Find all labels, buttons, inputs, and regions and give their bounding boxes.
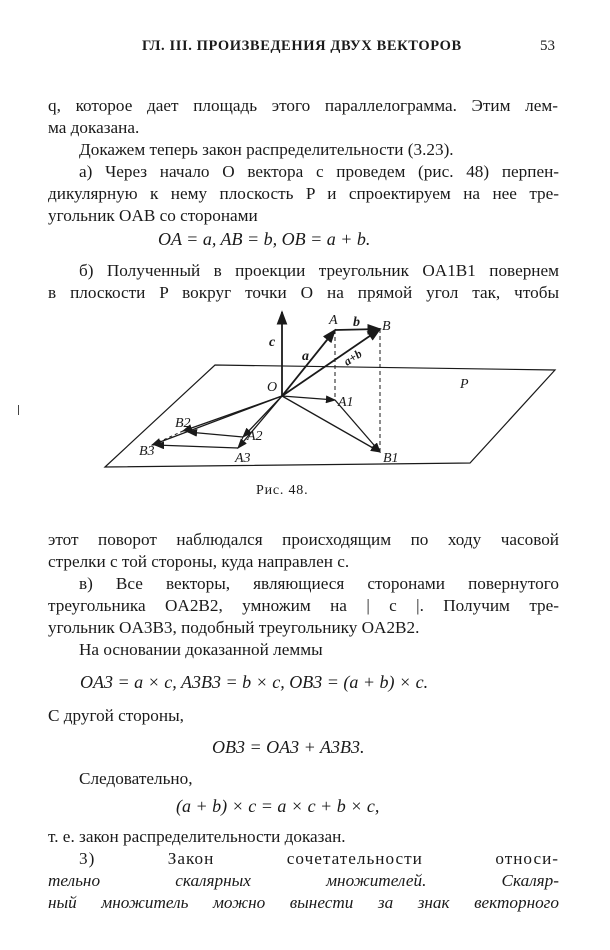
label-a: a <box>302 349 309 364</box>
text-line: 3) Закон сочетательности относи- <box>79 849 559 868</box>
formula-sum: OB3 = OA3 + A3B3. <box>212 737 365 757</box>
text-line: ный множитель можно вынести за знак векторного <box>48 893 559 912</box>
text-line: в плоскости P вокруг точки O на прямой угол так, чтобы <box>48 283 559 302</box>
running-title: ГЛ. III. ПРОИЗВЕДЕНИЯ ДВУХ ВЕКТОРОВ <box>142 38 462 54</box>
label-B: B <box>382 319 391 334</box>
text-line: стрелки с той стороны, куда направлен c. <box>48 552 350 571</box>
figure-caption: Рис. 48. <box>256 483 309 498</box>
text-line: ма доказана. <box>48 118 140 137</box>
text-line: этот поворот наблюдался происходящим по ходу часовой <box>48 530 559 549</box>
label-A3: A3 <box>235 451 251 466</box>
text-line: С другой стороны, <box>48 706 184 725</box>
label-B1: B1 <box>383 451 399 466</box>
label-B2: B2 <box>175 416 191 431</box>
vector-a2b2 <box>188 432 243 437</box>
vector-a-plus-b <box>282 329 380 396</box>
text-line: Докажем теперь закон распределительности (3.23). <box>79 140 454 159</box>
text-line: треугольника OA2B2, умножим на | c |. Получим тре- <box>48 596 559 615</box>
text-line: Следовательно, <box>79 769 193 788</box>
formula-products: OA3 = a × c, A3B3 = b × c, OB3 = (a + b) × c. <box>80 672 429 692</box>
text-line: б) Полученный в проекции треугольник OA1B1 повернем <box>79 261 559 280</box>
label-O: O <box>267 380 278 395</box>
label-c: c <box>269 335 276 350</box>
text-line: угольник OAB со сторонами <box>48 206 258 225</box>
label-a-plus-b: a+b <box>341 346 365 369</box>
text-line: угольник OA3B3, подобный треугольнику OA2B2. <box>48 618 420 637</box>
text-line: тельно скалярных множителей. Скаляр- <box>48 871 559 890</box>
text-line: q, которое дает площадь этого параллелограмма. Этим лем- <box>48 96 558 115</box>
vector-oa1 <box>282 396 335 400</box>
label-A: A <box>329 313 338 328</box>
vector-a3b3 <box>155 445 238 448</box>
text-line: а) Через начало O вектора c проведем (рис. 48) перпен- <box>79 162 559 181</box>
margin-mark <box>18 405 19 415</box>
label-A1: A1 <box>338 395 354 410</box>
page-header <box>0 38 610 62</box>
text-line: дикулярную к нему плоскость P и спроектируем на нее тре- <box>48 184 559 203</box>
formula-distributive: (a + b) × c = a × c + b × c, <box>176 796 380 816</box>
label-b: b <box>353 315 360 330</box>
page-number: 53 <box>540 38 555 54</box>
label-A2: A2 <box>247 429 263 444</box>
text-line: т. е. закон распределительности доказан. <box>48 827 346 846</box>
text-line: На основании доказанной леммы <box>79 640 323 659</box>
label-P: P <box>460 377 469 392</box>
formula-sides: OA = a, AB = b, OB = a + b. <box>158 229 371 249</box>
figure-48 <box>95 300 560 480</box>
label-B3: B3 <box>139 444 155 459</box>
text-line: в) Все векторы, являющиеся сторонами повернутого <box>79 574 559 593</box>
plane-p <box>105 365 555 467</box>
vector-ob1 <box>282 396 380 452</box>
